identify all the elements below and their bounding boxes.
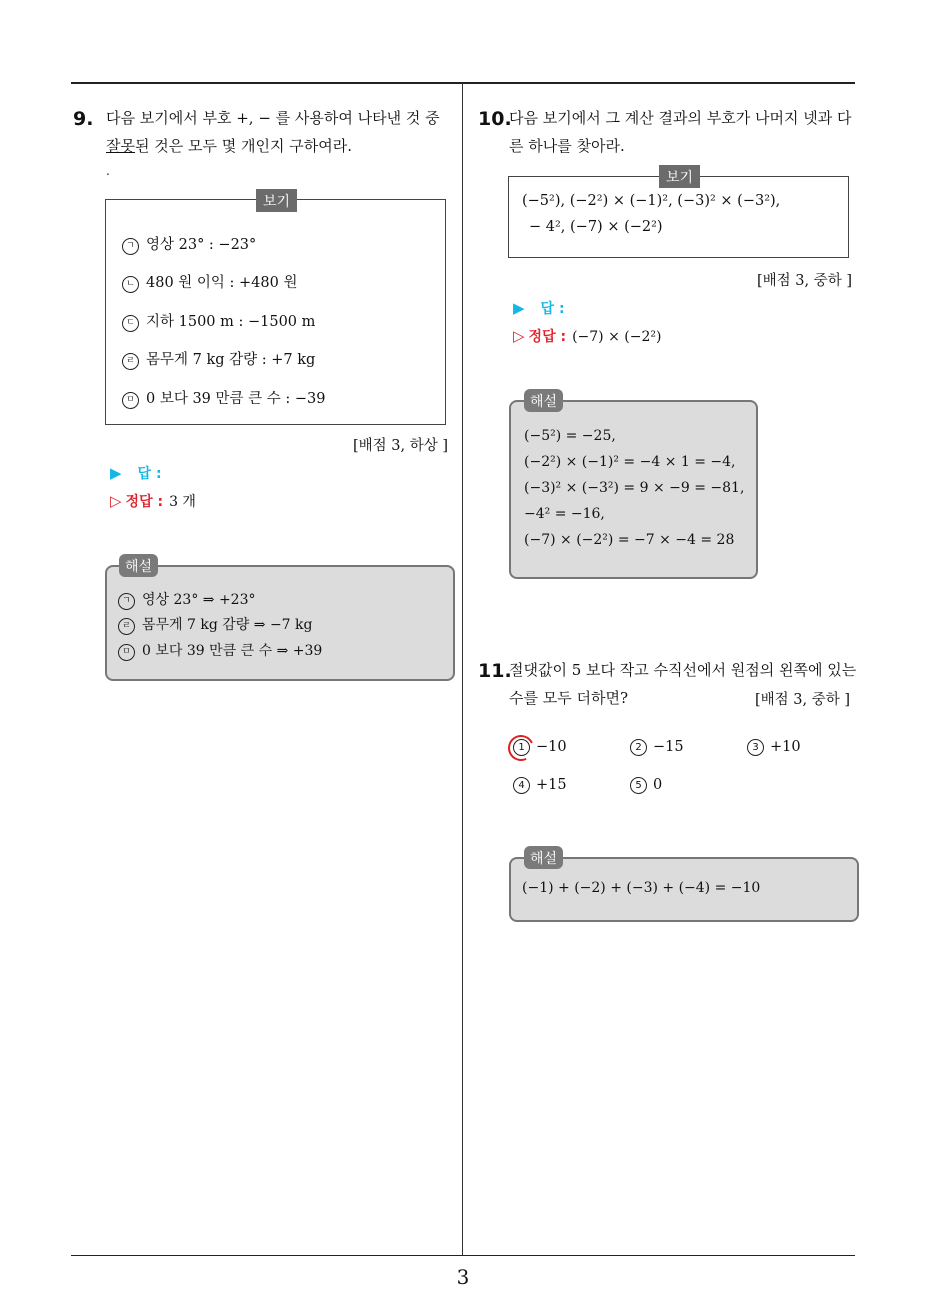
play-triangle-icon: ▶ [110,464,122,482]
marker-nieun: ㄴ [122,276,139,293]
q10-haeseol-label: 해설 [524,389,563,412]
top-rule [71,82,855,84]
q10-correct-label: 정답 : [528,329,567,345]
choice-number-4: 4 [513,777,530,794]
q11-choice-3[interactable] [747,739,801,756]
q9-correct-value: 3 개 [169,494,196,510]
choice-value-2: −15 [653,739,684,755]
q10-bogi-label: 보기 [659,165,700,188]
q11-choice-2[interactable] [630,739,684,756]
q11-haeseol-line: (−1) + (−2) + (−3) + (−4) = −10 [522,880,761,896]
q10-correct-row [513,326,661,346]
q11-haeseol-label: 해설 [524,846,563,869]
q11-number: 11. [478,660,512,682]
q10-haeseol-line-1: (−5²) = −25, [524,428,616,444]
q9-bogi-item-3 [122,310,315,332]
play-triangle-icon: ▶ [513,299,525,317]
q9-line1: 다음 보기에서 부호 +, − 를 사용하여 나타낸 것 중 [106,109,440,127]
q9-bogi-label: 보기 [256,189,297,212]
q9-bogi-text-2: 480 원 이익 : +480 원 [146,275,298,291]
q9-bogi-item-1 [122,233,256,255]
marker-rieul: ㄹ [122,353,139,370]
q10-bogi-line-1: (−5²), (−2²) × (−1)², (−3)² × (−3²), [522,193,781,209]
q10-line1: 다음 보기에서 그 계산 결과의 부호가 나머지 넷과 다 [509,109,852,127]
page-number: 3 [456,1265,470,1289]
q10-haeseol-line-4: −4² = −16, [524,506,605,522]
q9-correct-row [110,491,196,511]
outline-triangle-icon: ▷ [110,492,122,510]
choice-value-5: 0 [653,777,663,793]
q9-bogi-text-3: 지하 1500 m : −1500 m [146,314,316,330]
q9-line2-rest: 된 것은 모두 몇 개인지 구하여라. [134,137,352,155]
q9-bogi-item-2 [122,271,297,293]
marker-digeut: ㄷ [122,315,139,332]
q9-bogi-text-1: 영상 23° : −23° [146,237,257,253]
q9-haeseol-line-3 [118,640,322,661]
q10-haeseol-line-2: (−2²) × (−1)² = −4 × 1 = −4, [524,454,736,470]
q10-haeseol-line-5: (−7) × (−2²) = −7 × −4 = 28 [524,532,735,548]
q9-haeseol-line-2 [118,614,313,635]
q9-haeseol-text-3: 0 보다 39 만큼 큰 수 ⇒ +39 [142,643,323,659]
q9-line2 [106,132,352,160]
q10-line2: 른 하나를 찾아라. [509,137,625,155]
q10-score: [배점 3, 중하 ] [757,273,853,289]
q11-choice-5[interactable] [630,777,662,794]
choice-value-1: −10 [536,739,567,755]
q9-bogi-text-4: 몸무게 7 kg 감량 : +7 kg [146,352,316,368]
q10-answer-row [513,298,565,318]
marker-rieul: ㄹ [118,618,135,635]
q9-haeseol-label: 해설 [119,554,158,577]
choice-number-5: 5 [630,777,647,794]
q11-choice-4[interactable] [513,777,567,794]
q9-underlined: 잘못 [106,137,135,155]
q9-haeseol-text-2: 몸무게 7 kg 감량 ⇒ −7 kg [142,617,313,633]
q9-answer-row [110,463,162,483]
marker-mieum: ㅁ [122,392,139,409]
q10-bogi-box [508,176,849,258]
q9-haeseol-text-1: 영상 23° ⇒ +23° [142,592,256,608]
q9-bogi-text-5: 0 보다 39 만큼 큰 수 : −39 [146,391,326,407]
choice-number-1: 1 [513,739,530,756]
q10-number: 10. [478,108,512,130]
choice-number-2: 2 [630,739,647,756]
bottom-rule [71,1255,855,1256]
outline-triangle-icon: ▷ [513,327,525,345]
marker-giyeok: ㄱ [118,593,135,610]
q10-correct-value: (−7) × (−2²) [572,329,662,345]
q11-line2: 수를 모두 더하면? [509,689,629,707]
choice-value-3: +10 [770,739,801,755]
q9-bogi-item-5 [122,387,325,409]
q10-bogi-line-2: − 4², (−7) × (−2²) [529,219,663,235]
q9-number: 9. [73,108,94,130]
q11-score: [배점 3, 중하 ] [755,692,851,708]
q9-dot: . [106,164,110,178]
q9-haeseol-line-1 [118,589,256,610]
q10-haeseol-line-3: (−3)² × (−3²) = 9 × −9 = −81, [524,480,745,496]
column-divider [462,83,463,1255]
marker-giyeok: ㄱ [122,238,139,255]
q10-answer-label: 답 : [540,301,565,317]
q9-score: [배점 3, 하상 ] [353,438,449,454]
q11-choice-1[interactable] [513,739,567,756]
q9-correct-label: 정답 : [125,494,164,510]
choice-value-4: +15 [536,777,567,793]
marker-mieum: ㅁ [118,644,135,661]
q11-line1: 절댓값이 5 보다 작고 수직선에서 원점의 왼쪽에 있는 [509,661,857,679]
q9-answer-label: 답 : [137,466,162,482]
choice-number-3: 3 [747,739,764,756]
q9-bogi-item-4 [122,348,315,370]
